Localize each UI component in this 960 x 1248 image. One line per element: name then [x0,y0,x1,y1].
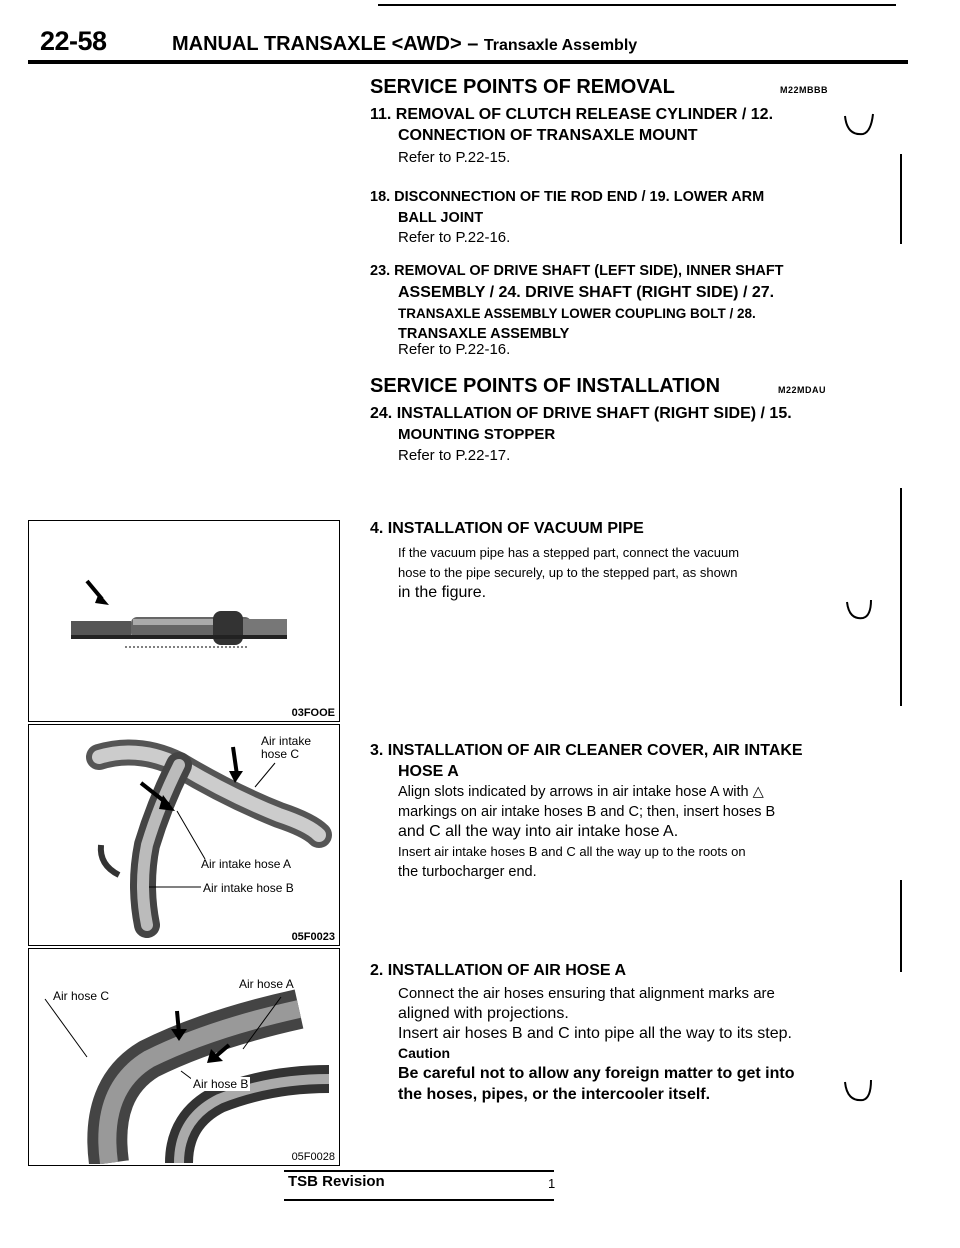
header-rule [28,60,908,64]
page-subtitle: Transaxle Assembly [483,37,638,54]
page-number: 22-58 [40,26,107,56]
binder-mark-icon [843,1078,875,1108]
binder-mark-icon [845,598,875,626]
caution-label: Caution [398,1045,451,1061]
vacuum-pipe-illustration [29,521,338,720]
footer-rule [284,1199,554,1201]
install-item-3-title: 3. INSTALLATION OF AIR CLEANER COVER, AIR INTAKE HOSE A [370,742,803,780]
installation-code: M22MDAU [778,385,827,395]
margin-rule-2 [900,488,902,706]
removal-item-23-title: 23. REMOVAL OF DRIVE SHAFT (LEFT SIDE), INNER SHAFT ASSEMBLY / 24. DRIVE SHAFT (RIGHT SIDE) / 27. TRANSAXLE ASSEMBLY LOWER COUPLING BOLT / 28. TRANSAXLE ASSEMBLY [370,263,784,342]
label-air-hose-b: Air hose B [193,1077,249,1091]
removal-item-23-ref: Refer to P.22-16. [398,341,511,358]
removal-item-18-ref: Refer to P.22-16. [398,229,511,246]
figure-air-intake-hoses [28,724,340,946]
install-item-24-ref: Refer to P.22-17. [398,447,511,464]
label-air-hose-a: Air hose A [239,977,294,991]
label-air-intake-hose-b: Air intake hose B [203,881,294,895]
removal-item-11-ref: Refer to P.22-15. [398,149,511,166]
margin-rule-3 [900,880,902,972]
install-item-4-body: If the vacuum pipe has a stepped part, connect the vacuum hose to the pipe securely, up to the stepped part, as shown in the figure. [398,545,740,601]
figure-air-hoses [28,948,340,1166]
header-top-rule [378,4,896,6]
tsb-revision-mark: 1 [548,1176,556,1191]
margin-rule-1 [900,154,902,244]
figure-code: 05F0028 [291,1151,335,1163]
install-item-3-body: Align slots indicated by arrows in air intake hose A with △ markings on air intake hoses B and C; then, insert hoses B and C all the way into air intake hose A. Insert air intake hoses B and C all the way up to the roots on the turbocharger end. [398,784,776,880]
footer-rule-top [284,1170,554,1172]
figure-code: 05F0023 [291,931,335,943]
install-item-2-body: Connect the air hoses ensuring that alignment marks are aligned with projections. Insert air hoses B and C into pipe all the way to its step. [398,985,792,1042]
label-air-intake-hose-c: Air intake hose C [261,734,312,761]
page-title-main: MANUAL TRANSAXLE <AWD> – [172,33,479,55]
label-air-hose-c: Air hose C [53,989,110,1003]
caution-text: Be careful not to allow any foreign matter to get into the hoses, pipes, or the intercooler itself. [398,1065,795,1103]
binder-mark-icon [843,112,877,142]
page-title [172,33,637,56]
removal-item-18-title: 18. DISCONNECTION OF TIE ROD END / 19. LOWER ARM BALL JOINT [370,189,765,226]
removal-heading: SERVICE POINTS OF REMOVAL [370,76,675,98]
removal-item-11-title: 11. REMOVAL OF CLUTCH RELEASE CYLINDER / 12. CONNECTION OF TRANSAXLE MOUNT [370,106,774,144]
install-item-4-title: 4. INSTALLATION OF VACUUM PIPE [370,520,644,537]
figure-code: 03FOOE [291,707,335,719]
install-item-24-title: 24. INSTALLATION OF DRIVE SHAFT (RIGHT SIDE) / 15. MOUNTING STOPPER [370,405,792,443]
removal-code: M22MBBB [780,85,829,95]
tsb-revision: TSB Revision [288,1173,385,1190]
installation-heading: SERVICE POINTS OF INSTALLATION [370,375,721,397]
figure-vacuum-pipe [28,520,340,722]
label-air-intake-hose-a: Air intake hose A [201,857,292,871]
install-item-2-title: 2. INSTALLATION OF AIR HOSE A [370,962,626,979]
